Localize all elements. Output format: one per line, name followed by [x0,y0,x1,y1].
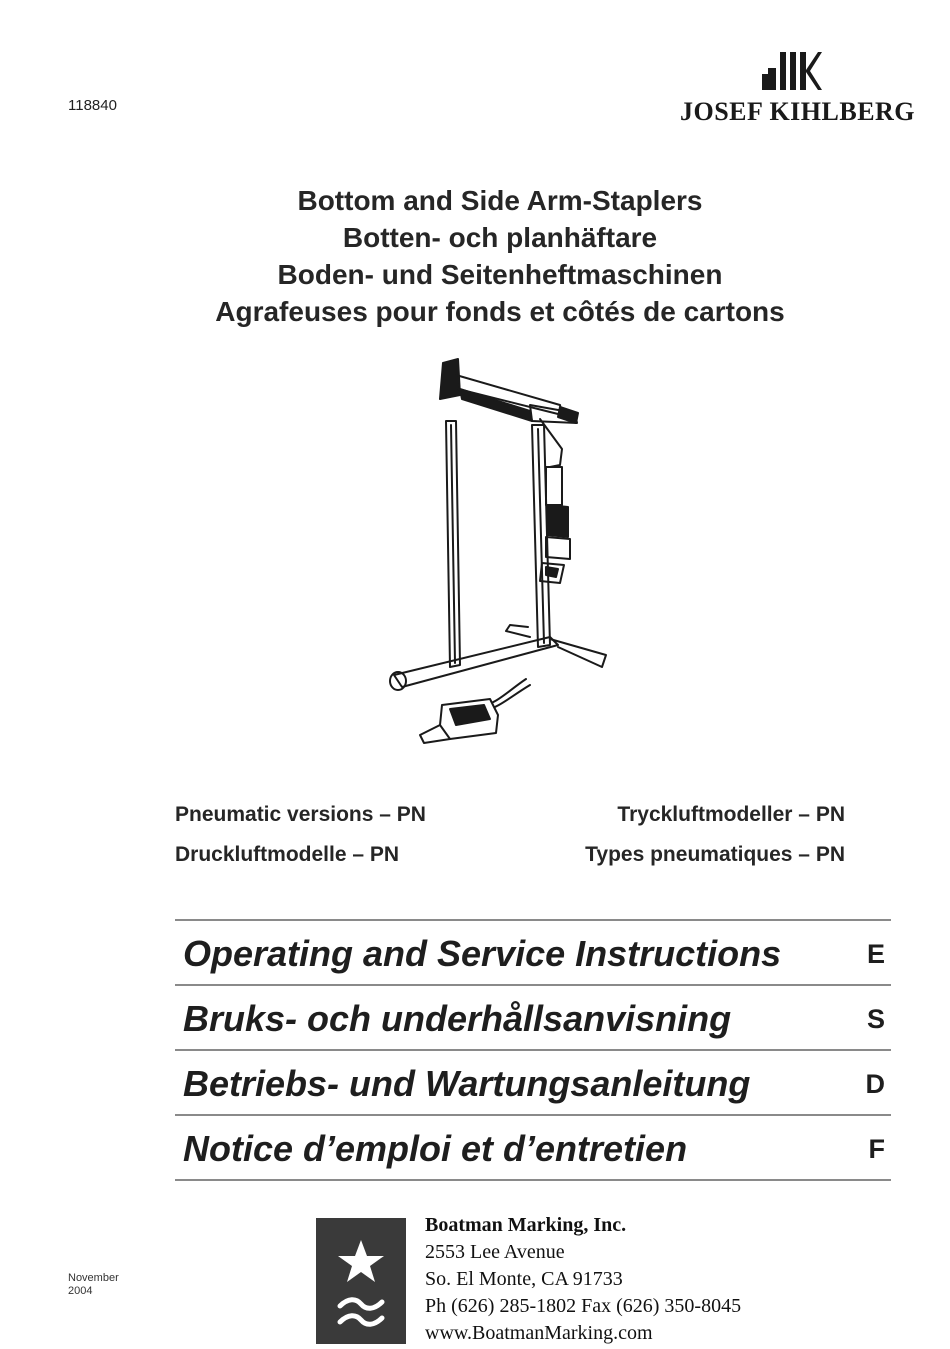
dealer-logo [316,1218,406,1344]
version-english: Pneumatic versions – PN [175,803,426,826]
date-month: November [68,1272,119,1284]
dealer-contact [425,1212,741,1347]
title-english: Bottom and Side Arm-Staplers [297,185,703,216]
manual-title: Bruks- och underhållsanvisning [183,998,732,1039]
dealer-street: 2553 Lee Avenue [425,1241,565,1263]
document-number: 118840 [68,97,117,114]
version-german: Druckluftmodelle – PN [175,843,400,866]
version-french: Types pneumatiques – PN [585,843,845,866]
manual-language-code: E [866,939,885,969]
date-year: 2004 [68,1285,93,1297]
arm-stapler-illustration [380,355,620,750]
dealer-phone-fax: Ph (626) 285-1802 Fax (626) 350-8045 [425,1295,742,1317]
kihlberg-logo-icon [760,50,822,94]
manual-language-code: D [865,1069,885,1099]
manual-row-swedish [175,984,891,1049]
versions-block [175,803,845,875]
star-icon [338,1240,384,1282]
manual-row-english [175,919,891,984]
dealer-city: So. El Monte, CA 91733 [425,1268,623,1290]
title-french: Agrafeuses pour fonds et côtés de cartons [215,296,785,327]
dealer-logo-graphic [316,1218,406,1344]
dealer-website[interactable]: www.BoatmanMarking.com [425,1322,653,1344]
dealer-company: Boatman Marking, Inc. [425,1214,627,1236]
manual-language-list [175,919,891,1181]
manual-language-code: F [868,1134,885,1164]
manual-title: Betriebs- und Wartungsanleitung [183,1063,751,1104]
brand-block [676,50,916,130]
version-swedish: Tryckluftmodeller – PN [617,803,845,826]
manual-row-french [175,1114,891,1181]
brand-name: JOSEF KIHLBERG [680,97,916,126]
manual-row-german [175,1049,891,1114]
manual-title: Operating and Service Instructions [183,933,782,974]
product-title-block [150,182,850,330]
title-german: Boden- und Seitenheftmaschinen [277,259,723,290]
title-swedish: Botten- och planhäftare [342,222,658,253]
publication-date [68,1272,119,1298]
manual-language-code: S [866,1004,885,1034]
manual-title: Notice d’emploi et d’entretien [183,1128,688,1169]
waves-icon [340,1300,382,1325]
